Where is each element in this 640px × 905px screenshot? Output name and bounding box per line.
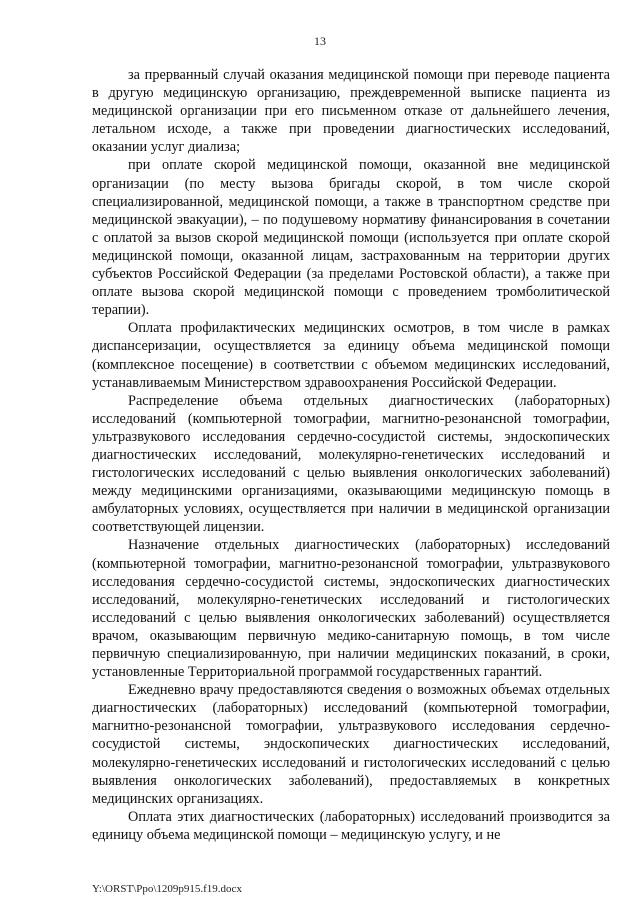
document-body [92, 66, 610, 844]
paragraph-research-assignment: Назначение отдельных диагностических (лабораторных) исследований (компьютерной томографии, магнитно-резонансной томографии, ультразвукового исследования сердечно-сосудистой системы, эндоскопических диагностических исследований, молекулярно-генетических исследований и гистологических исследований с целью выявления онкологических заболеваний) осуществляется врачом, оказывающим первичную медико-санитарную помощь, в том числе первичную специализированную, при наличии медицинских показаний, в сроки, установленные Территориальной программой государственных гарантий. [92, 537, 610, 681]
paragraph-research-payment: Оплата этих диагностических (лабораторных) исследований производится за единицу объема медицинской помощи – медицинскую услугу, и не [92, 808, 610, 843]
paragraph-volume-distribution: Распределение объема отдельных диагностических (лабораторных) исследований (компьютерной томографии, магнитно-резонансной томографии, ультразвукового исследования сердечно-сосудистой системы, эндоскопических диагностических исследований, молекулярно-генетических исследований и гистологических исследований с целью выявления онкологических заболеваний) между медицинскими организациями, оказывающими медицинскую помощь в амбулаторных условиях, осуществляется при наличии в медицинской организации соответствующей лицензии. [92, 392, 610, 536]
paragraph-preventive-exams: Оплата профилактических медицинских осмотров, в том числе в рамках диспансеризации, осуществляется за единицу объема медицинской помощи (комплексное посещение) в соответствии с объемом медицинских исследований, устанавливаемым Министерством здравоохранения Российской Федерации. [92, 320, 610, 391]
paragraph-daily-information: Ежедневно врачу предоставляются сведения о возможных объемах отдельных диагностических (лабораторных) исследований (компьютерной томографии, магнитно-резонансной томографии, ультразвукового исследования сердечно-сосудистой системы, эндоскопических диагностических исследований, молекулярно-генетических исследований и гистологических исследований с целью выявления онкологических заболеваний), предоставляемых в конкретных медицинских организациях. [92, 682, 610, 807]
paragraph-ambulance-payment: при оплате скорой медицинской помощи, оказанной вне медицинской организации (по месту вызова бригады скорой, в том числе скорой специализированной, медицинской помощи, а также в транспортном средстве при медицинской эвакуации), – по подушевому нормативу финансирования в сочетании с оплатой за вызов скорой медицинской помощи (используется при оплате скорой медицинской помощи, оказанной лицам, застрахованным на территории других субъектов Российской Федерации (за пределами Ростовской области), а также при оплате вызова скорой медицинской помощи с проведением тромболитической терапии). [92, 157, 610, 319]
page-number: 13 [314, 34, 326, 48]
file-path-footer: Y:\ORST\Ppo\1209p915.f19.docx [92, 883, 242, 895]
paragraph-interrupted-case: за прерванный случай оказания медицинской помощи при переводе пациента в другую медицинскую организацию, преждевременной выписке пациента из медицинской организации при его письменном отказе от дальнейшего лечения, летальном исходе, а также при проведении диагностических исследований, оказании услуг диализа; [92, 67, 610, 156]
